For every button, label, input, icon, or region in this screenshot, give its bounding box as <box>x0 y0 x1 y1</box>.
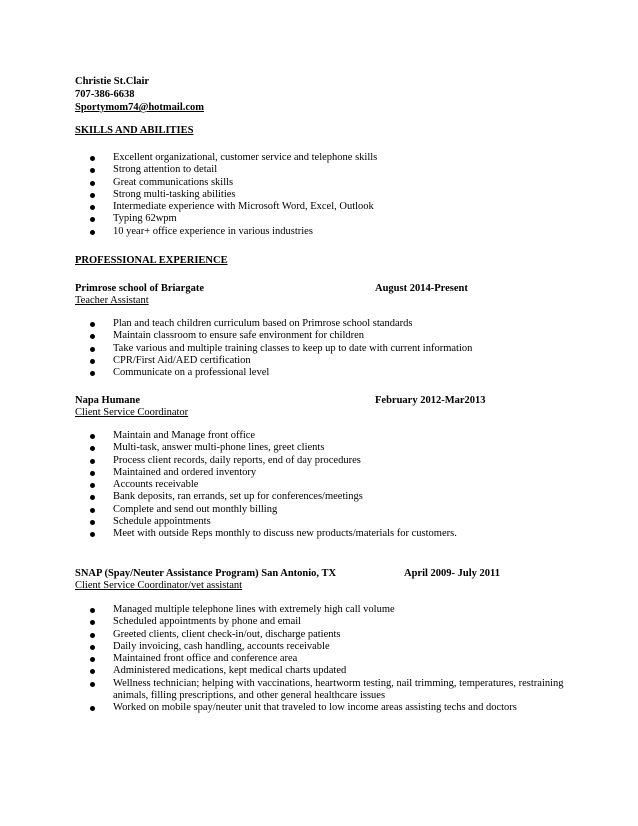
bullet-icon <box>90 620 95 625</box>
bullet-icon <box>90 608 95 613</box>
list-item: Worked on mobile spay/neuter unit that traveled to low income areas assisting techs and doctors <box>0 702 638 714</box>
job-dates: April 2009- July 2011 <box>404 568 500 579</box>
skills-list <box>0 152 638 238</box>
bullet-icon <box>90 322 95 327</box>
list-item: Intermediate experience with Microsoft Word, Excel, Outlook <box>0 201 638 213</box>
bullet-icon <box>90 645 95 650</box>
job-role: Client Service Coordinator/vet assistant <box>75 580 243 591</box>
list-item: Administered medications, kept medical charts updated <box>0 665 638 677</box>
bullet-icon <box>90 657 95 662</box>
list-item: 10 year+ office experience in various industries <box>0 226 638 238</box>
job-duties-list <box>0 318 638 379</box>
bullet-icon <box>90 446 95 451</box>
bullet-icon <box>90 706 95 711</box>
list-item: Communicate on a professional level <box>0 367 638 379</box>
list-item: Maintained and ordered inventory <box>0 467 638 479</box>
applicant-name: Christie St.Clair <box>75 76 150 87</box>
list-item: Schedule appointments <box>0 516 638 528</box>
job-role: Teacher Assistant <box>75 295 149 306</box>
bullet-icon <box>90 471 95 476</box>
job-employer: Primrose school of Briargate <box>75 283 204 294</box>
bullet-icon <box>90 230 95 235</box>
list-item: Bank deposits, ran errands, set up for conferences/meetings <box>0 491 638 503</box>
list-item: Greeted clients, client check-in/out, discharge patients <box>0 629 638 641</box>
list-item: Strong attention to detail <box>0 164 638 176</box>
list-item: Process client records, daily reports, end of day procedures <box>0 455 638 467</box>
bullet-icon <box>90 459 95 464</box>
list-item: Maintain classroom to ensure safe environment for children <box>0 330 638 342</box>
bullet-icon <box>90 347 95 352</box>
bullet-icon <box>90 181 95 186</box>
bullet-icon <box>90 168 95 173</box>
list-item: Plan and teach children curriculum based on Primrose school standards <box>0 318 638 330</box>
list-item: Typing 62wpm <box>0 213 638 225</box>
applicant-email[interactable]: Sportymom74@hotmail.com <box>75 102 205 113</box>
bullet-icon <box>90 371 95 376</box>
bullet-icon <box>90 532 95 537</box>
bullet-icon <box>90 193 95 198</box>
job-employer: SNAP (Spay/Neuter Assistance Program) San Antonio, TX <box>75 568 337 579</box>
bullet-icon <box>90 508 95 513</box>
job-duties-list <box>0 430 638 541</box>
bullet-icon <box>90 669 95 674</box>
job-dates: February 2012-Mar2013 <box>375 395 486 406</box>
list-item: Scheduled appointments by phone and email <box>0 616 638 628</box>
list-item: Accounts receivable <box>0 479 638 491</box>
bullet-icon <box>90 334 95 339</box>
list-item: Maintained front office and conference area <box>0 653 638 665</box>
list-item: Excellent organizational, customer service and telephone skills <box>0 152 638 164</box>
bullet-icon <box>90 483 95 488</box>
skills-heading: SKILLS AND ABILITIES <box>75 125 194 136</box>
job-role: Client Service Coordinator <box>75 407 189 418</box>
list-item: Multi-task, answer multi-phone lines, greet clients <box>0 442 638 454</box>
list-item: Complete and send out monthly billing <box>0 504 638 516</box>
job-employer: Napa Humane <box>75 395 141 406</box>
bullet-icon <box>90 359 95 364</box>
bullet-icon <box>90 633 95 638</box>
list-item: Strong multi-tasking abilities <box>0 189 638 201</box>
list-item: Meet with outside Reps monthly to discuss new products/materials for customers. <box>0 528 638 540</box>
job-dates: August 2014-Present <box>375 283 468 294</box>
list-item: Daily invoicing, cash handling, accounts receivable <box>0 641 638 653</box>
bullet-icon <box>90 434 95 439</box>
bullet-icon <box>90 682 95 687</box>
list-item: Managed multiple telephone lines with extremely high call volume <box>0 604 638 616</box>
experience-heading: PROFESSIONAL EXPERIENCE <box>75 255 228 266</box>
list-item: Great communications skills <box>0 177 638 189</box>
list-item: Maintain and Manage front office <box>0 430 638 442</box>
bullet-icon <box>90 520 95 525</box>
bullet-icon <box>90 217 95 222</box>
bullet-icon <box>90 495 95 500</box>
list-item: CPR/First Aid/AED certification <box>0 355 638 367</box>
bullet-icon <box>90 156 95 161</box>
applicant-phone: 707-386-6638 <box>75 89 135 100</box>
bullet-icon <box>90 205 95 210</box>
job-duties-list <box>0 604 638 715</box>
list-item: Wellness technician; helping with vaccinations, heartworm testing, nail trimming, temperatures, restraining animals, filling prescriptions, and other general healthcare issues <box>0 678 638 703</box>
list-item: Take various and multiple training classes to keep up to date with current information <box>0 343 638 355</box>
